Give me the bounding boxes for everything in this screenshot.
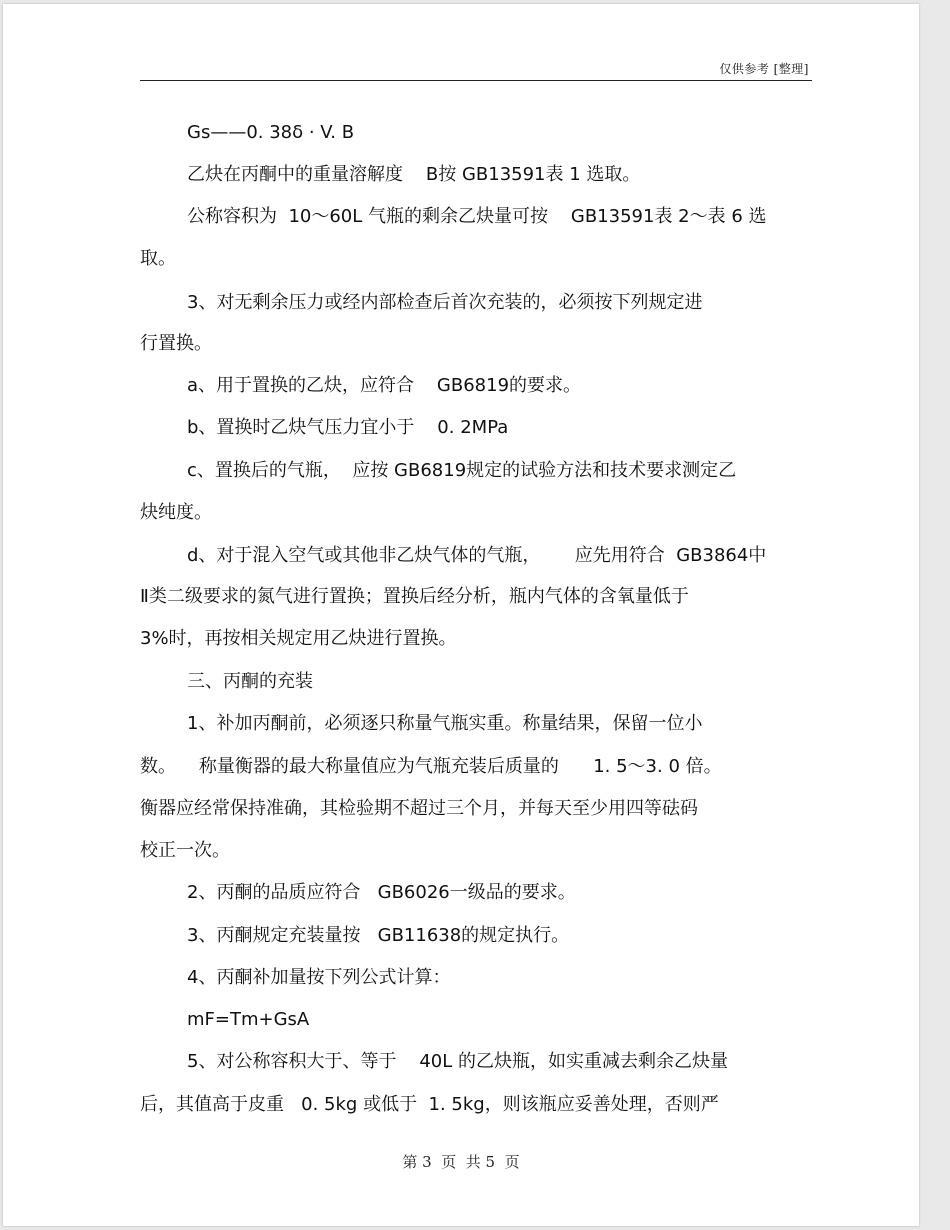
paragraph-line: b、置换时乙炔气压力宜小于 0. 2MPa — [187, 417, 509, 438]
header-label: 仅供参考 [整理] — [719, 62, 809, 76]
document-page — [3, 4, 919, 1226]
paragraph-line: 1、补加丙酮前，必须逐只称量气瓶实重。称量结果，保留一位小 — [187, 713, 703, 734]
paragraph-line: 乙炔在丙酮中的重量溶解度 B按 GB13591表 1 选取。 — [187, 164, 641, 185]
paragraph-line: c、置换后的气瓶， 应按 GB6819规定的试验方法和技术要求测定乙 — [187, 460, 737, 481]
paragraph-line: 3、对无剩余压力或经内部检查后首次充装的，必须按下列规定进 — [187, 292, 703, 313]
section-heading: 三、丙酮的充装 — [187, 671, 313, 692]
paragraph-line: 2、丙酮的品质应符合 GB6026一级品的要求。 — [187, 882, 576, 903]
header-rule — [140, 80, 812, 81]
paragraph-line: 5、对公称容积大于、等于 40L 的乙炔瓶，如实重减去剩余乙炔量 — [187, 1051, 728, 1072]
paragraph-line: d、对于混入空气或其他非乙炔气体的气瓶， 应先用符合 GB3864中 — [187, 545, 767, 566]
paragraph-line: 校正一次。 — [140, 840, 230, 861]
paragraph-line: 后，其值高于皮重 0. 5kg 或低于 1. 5kg，则该瓶应妥善处理，否则严 — [140, 1094, 719, 1115]
paragraph-line: 衡器应经常保持准确，其检验期不超过三个月，并每天至少用四等砝码 — [140, 798, 698, 819]
paragraph-line: 3%时，再按相关规定用乙炔进行置换。 — [140, 628, 457, 649]
paragraph-line: 行置换。 — [140, 333, 212, 354]
paragraph-line: 取。 — [140, 248, 176, 269]
page-number-footer: 第 3 页 共 5 页 — [402, 1153, 520, 1171]
formula-line: mF=Tm+GsA — [187, 1009, 310, 1030]
paragraph-line: 数。 称量衡器的最大称量值应为气瓶充装后质量的 1. 5～3. 0 倍。 — [140, 756, 722, 777]
paragraph-line: a、用于置换的乙炔，应符合 GB6819的要求。 — [187, 375, 582, 396]
paragraph-line: 公称容积为 10～60L 气瓶的剩余乙炔量可按 GB13591表 2～表 6 选 — [187, 206, 767, 227]
paragraph-line: Ⅱ类二级要求的氮气进行置换；置换后经分析，瓶内气体的含氧量低于 — [140, 586, 689, 607]
paragraph-line: 4、丙酮补加量按下列公式计算： — [187, 967, 451, 988]
paragraph-line: 3、丙酮规定充装量按 GB11638的规定执行。 — [187, 925, 570, 946]
formula-line: Gs——0. 38δ · V. B — [187, 122, 355, 143]
paragraph-line: 炔纯度。 — [140, 502, 212, 523]
